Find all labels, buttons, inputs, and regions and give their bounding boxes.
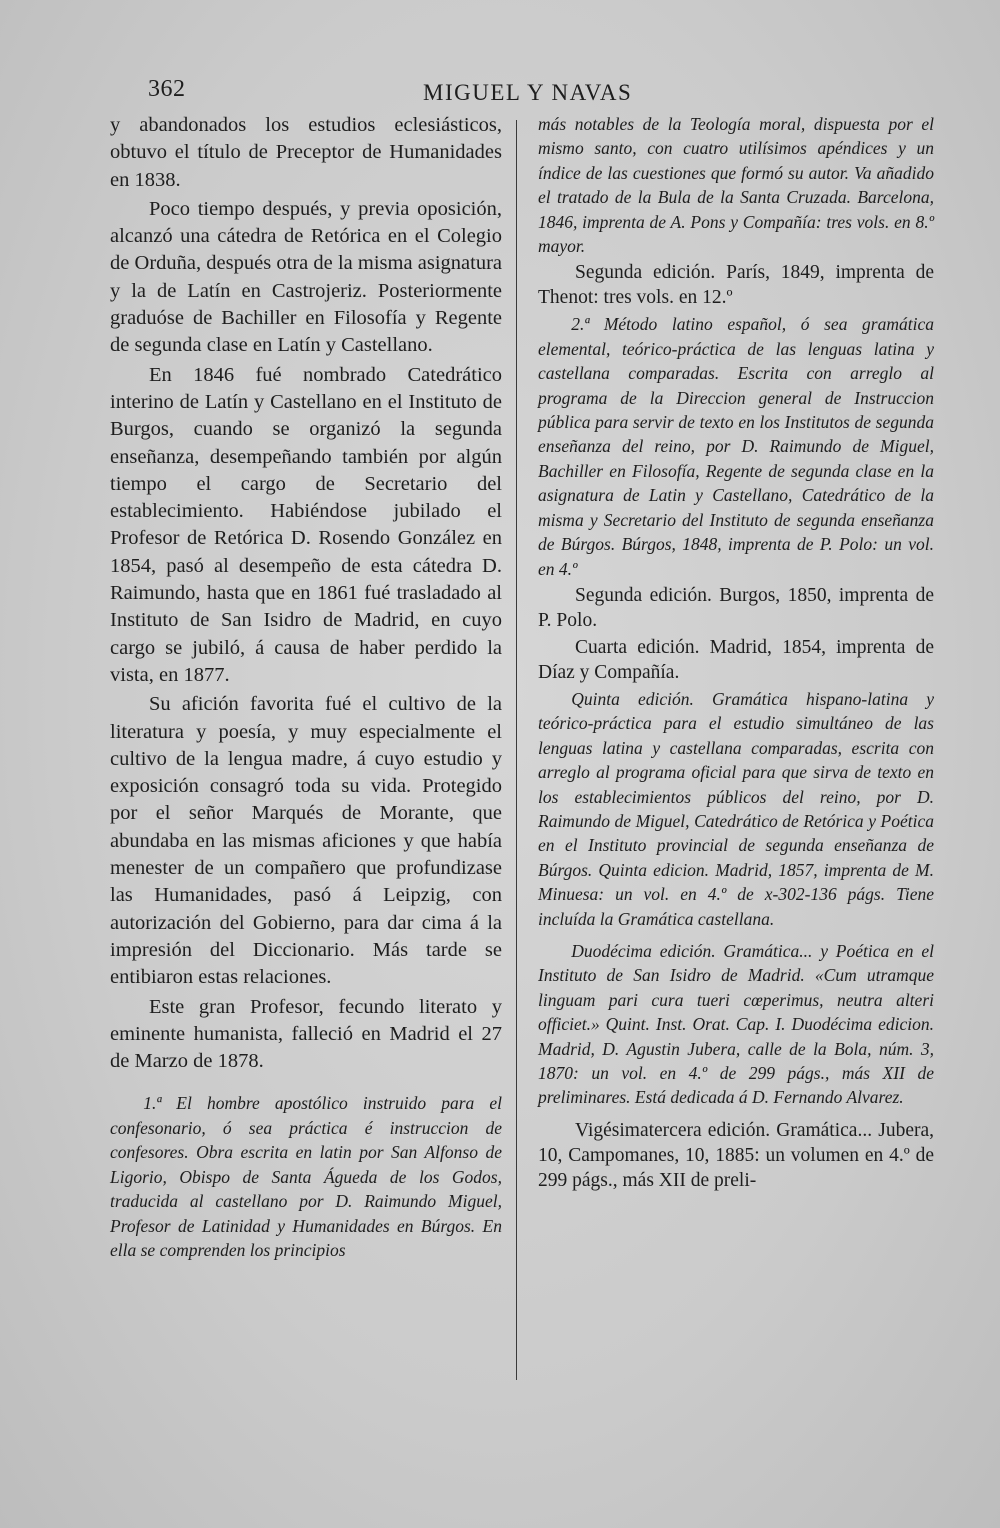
column-divider [516,120,517,1380]
paragraph-literature: Su afición favorita fué el cultivo de la literatura y poesía, y muy especialmente el cultivo de la lengua madre, á cuyo estudio y exposición consagró toda su vida. Protegido por el señor Marqués de Morante, que abundaba en las mismas aficiones y que había menester de un compañero que profundizase las Humanidades, pasó á Leipzig, con autorización del Gobierno, para dar cima á la impresión del Diccionario. Más tarde se entibiaron estas relaciones. [110,693,502,989]
bibliography-entry-1-continued: más notables de la Teología moral, dispuesta por el mismo santo, con cuatro utilísimos apéndices y un índice de las cuestiones que formó su autor. Va añadido el tratado de la Bula de la Santa Cruzada. Barcelona, 1846, imprenta de A. Pons y Compañía: tres vols. en 8.º mayor. [538,114,934,257]
bibliography-entry-1: 1.ª El hombre apostólico instruido para el confesonario, ó sea práctica é instruccion de confesores. Obra escrita en latin por San Alfonso de Ligorio, Obispo de Santa Águeda de los Godos, traducida al castellano por D. Raimundo Miguel, Profesor de Latinidad y Humanidades en Búrgos. En ella se comprenden los principios [110,1093,502,1261]
bibliography-entry-2: 2.ª Método latino español, ó sea gramática elemental, teórico-práctica de las lenguas latina y castellana comparadas. Escrita con arreglo al programa de la Direccion general de Instruccion pública para servir de texto en los Institutos de segunda enseñanza del reino, por D. Raimundo de Miguel, Bachiller en Filosofía, Regente de segunda clase en la asignatura de Latin y Castellano, Catedrático de la misma y Secretario del Instituto de segunda enseñanza de Búrgos. Búrgos, 1848, imprenta de P. Polo: un vol. en 4.º [538,314,934,579]
edition-paris: Segunda edición. París, 1849, imprenta de Thenot: tres vols. en 12.º [538,262,934,309]
paragraph-early-career: Poco tiempo después, y previa oposición, alcanzó una cátedra de Retórica en el Colegio de Orduña, después otra de la misma asignatura y la de Latín en Castrojeriz. Posteriormente graduóse de Bachiller en Filosofía y Regente de segunda clase en Latín y Castellano. [110,197,502,357]
paragraph-death: Este gran Profesor, fecundo literato y eminente humanista, falleció en Madrid el 27 de Marzo de 1878. [110,995,502,1073]
left-column [110,112,502,1263]
edition-quinta: Quinta edición. Gramática hispano-latina y teórico-práctica para el estudio simultáneo de las lenguas latina y castellana comparadas, escrita con arreglo al programa oficial para que sirva de texto en los establecimientos públicos del reino, por D. Raimundo de Miguel, Catedrático de Retórica y Poética en el Instituto provincial de segunda enseñanza de Búrgos. Quinta edicion. Madrid, 1857, imprenta de M. Minuesa: un vol. en 4.º de x-302-136 págs. Tiene incluída la Gramática castellana. [538,688,934,929]
edition-madrid-1854: Cuarta edición. Madrid, 1854, imprenta de Díaz y Compañía. [538,636,934,683]
edition-duodecima: Duodécima edición. Gramática... y Poética en el Instituto de San Isidro de Madrid. «Cum utramque linguam pari cura tueri cœperimus, neutra alteri officiet.» Quint. Inst. Orat. Cap. I. Duodécima edicion. Madrid, D. Agustin Jubera, calle de la Bola, núm. 3, 1870: un vol. en 4.º de 299 págs., más XII de preliminares. Está dedicada á D. Fernando Alvarez. [538,940,934,1108]
edition-vigesimatercera: Vigésimatercera edición. Gramática... Jubera, 10, Campomanes, 10, 1885: un volumen en 4.º de 299 págs., más XII de preli- [538,1119,934,1191]
page-header [148,76,938,116]
running-head: MIGUEL Y NAVAS [423,80,633,105]
right-column [538,112,934,1193]
page-number: 362 [148,76,186,102]
paragraph-burgos: En 1846 fué nombrado Catedrático interino de Latín y Castellano en el Instituto de Burgos, cuando se organizó la segunda enseñanza, desempeñando también por algún tiempo el cargo de Secretario del establecimiento. Habiéndose jubilado el Profesor de Retórica D. Rosendo González en 1854, pasó al desempeño de esta cátedra D. Raimundo, hasta que en 1861 fué trasladado al Instituto de San Isidro de Madrid, en cuyo cargo se jubiló, á causa de haber perdido la vista, en 1877. [110,363,502,686]
paragraph-studies: y abandonados los estudios eclesiásticos, obtuvo el título de Preceptor de Humanidades en 1838. [110,114,502,191]
edition-burgos-1850: Segunda edición. Burgos, 1850, imprenta de P. Polo. [538,584,934,631]
